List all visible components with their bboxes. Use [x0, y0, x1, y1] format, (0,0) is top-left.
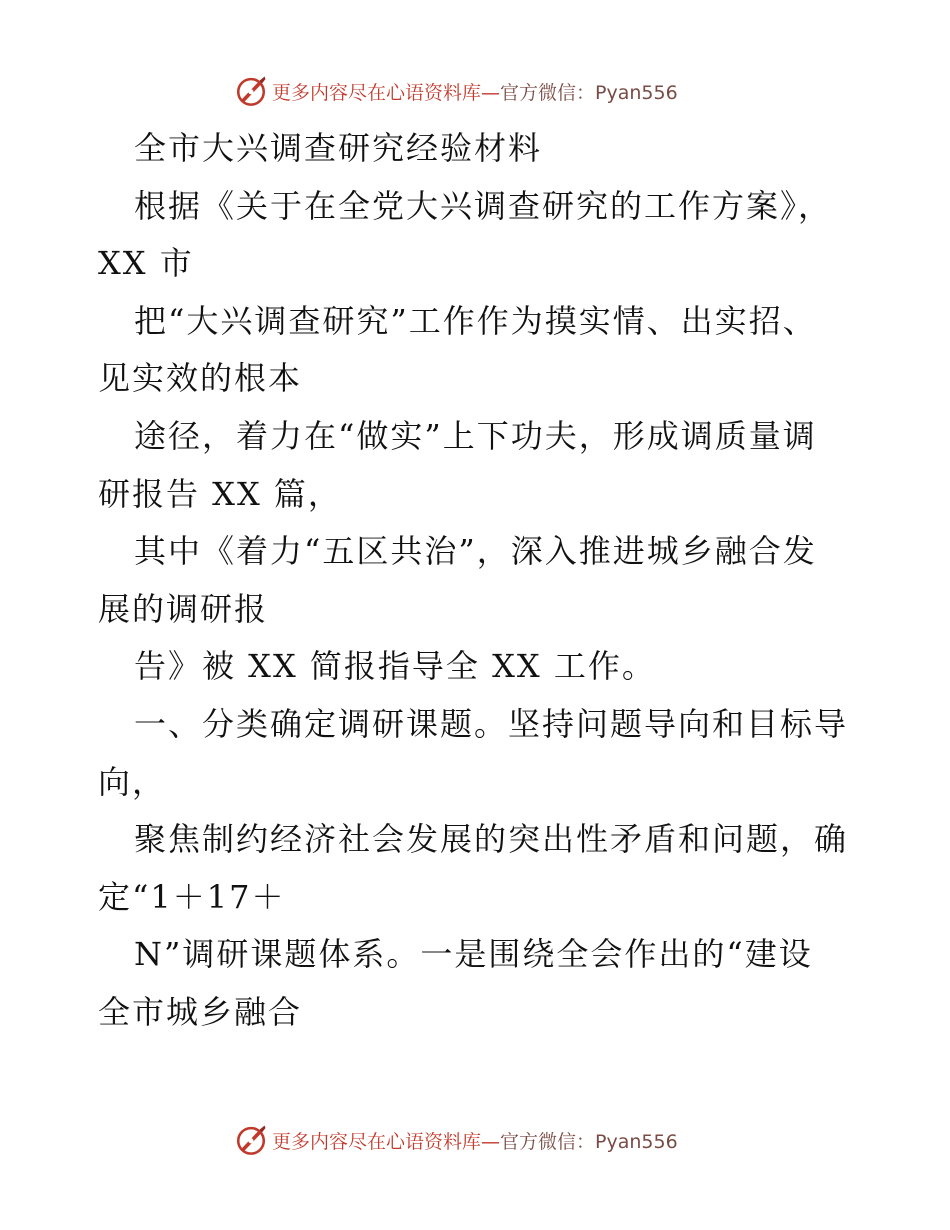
document-line: 向，: [98, 762, 167, 801]
document-line: 其中《着力“五区共治”，深入推进城乡融合发: [134, 532, 817, 571]
document-line: 途径，着力在“做实”上下功夫，形成调质量调: [134, 416, 817, 455]
document-line: 全市城乡融合: [98, 992, 303, 1031]
document-line: 展的调研报: [98, 589, 269, 628]
document-body: [98, 120, 858, 1042]
document-line: 全市大兴调查研究经验材料: [134, 129, 543, 167]
quill-pen-logo-icon: [234, 74, 268, 108]
document-line: 一、分类确定调研课题。坚持问题导向和目标导: [134, 704, 849, 743]
watermark-text: [272, 1127, 678, 1154]
document-line: 告》被 XX 简报指导全 XX 工作。: [134, 647, 656, 686]
watermark-wechat-text: 官方微信：Pyan556: [500, 1130, 678, 1153]
document-line: 把“大兴调查研究”工作作为摸实情、出实招、: [134, 301, 817, 340]
document-line: N”调研课题体系。一是围绕全会作出的“建设: [134, 935, 813, 974]
document-line: 见实效的根本: [98, 359, 303, 398]
quill-pen-logo-icon: [234, 1123, 268, 1157]
document-line: 定“1＋17＋: [98, 877, 286, 916]
header-watermark: [234, 71, 754, 111]
watermark-dash: —: [481, 1130, 501, 1153]
watermark-wechat-text: 官方微信：Pyan556: [500, 81, 678, 104]
document-line: 研报告 XX 篇，: [98, 474, 342, 513]
footer-watermark: [234, 1120, 754, 1160]
watermark-dash: —: [481, 81, 501, 104]
document-line: 根据《关于在全党大兴调查研究的工作方案》，: [134, 186, 833, 225]
watermark-main-text: 更多内容尽在心语资料库: [272, 1130, 482, 1153]
watermark-main-text: 更多内容尽在心语资料库: [272, 81, 482, 104]
document-line: XX 市: [98, 244, 194, 283]
document-line: 聚焦制约经济社会发展的突出性矛盾和问题，确: [134, 820, 849, 859]
watermark-text: [272, 78, 678, 105]
